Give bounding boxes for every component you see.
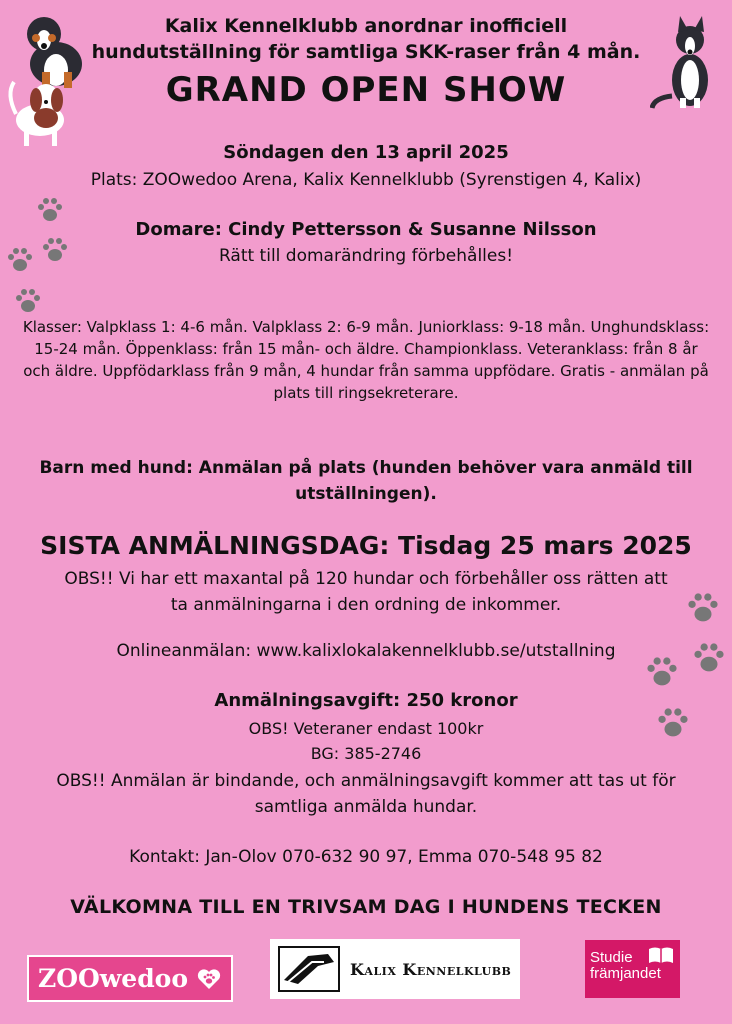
welcome-text: VÄLKOMNA TILL EN TRIVSAM DAG I HUNDENS TECKEN — [70, 896, 662, 918]
judges-heading: Domare: Cindy Pettersson & Susanne Nilsson — [135, 219, 597, 240]
bankgiro-number: BG: 385-2746 — [310, 744, 422, 763]
intro-text: Kalix Kennelklubb anordnar inofficiell hundutställning för samtliga SKK-raser från 4 mån. — [91, 15, 641, 63]
zoowedoo-logo — [27, 955, 233, 1002]
online-registration-link[interactable]: Onlineanmälan: www.kalixlokalakennelklubb.se/utstallning — [116, 641, 616, 661]
event-date: Söndagen den 13 april 2025 — [223, 142, 509, 163]
paw-print-icon — [14, 287, 42, 315]
dog-head-emblem-icon — [278, 946, 340, 992]
binding-registration-note: OBS!! Anmälan är bindande, och anmälningsavgift kommer att tas ut för samtliga anmälda hundar. — [56, 771, 676, 817]
max-dogs-note: OBS!! Vi har ett maxantal på 120 hundar och förbehåller oss rätten att ta anmälningarna i den ordning de inkommer. — [64, 569, 668, 615]
studie-logo-line2: främjandet — [590, 965, 661, 982]
kennelklubb-logo-text: Kalix Kennelklubb — [350, 959, 512, 979]
studie-logo-line1: Studie — [590, 949, 633, 966]
studiefraemjandet-logo — [585, 940, 680, 998]
kids-with-dog-text: Barn med hund: Anmälan på plats (hunden behöver vara anmäld till utställningen). — [39, 458, 693, 504]
contact-info: Kontakt: Jan-Olov 070-632 90 97, Emma 070-548 95 82 — [129, 847, 603, 867]
open-book-icon — [648, 946, 674, 964]
zoowedoo-logo-text: ZOOwedoo — [37, 964, 189, 993]
event-venue: Plats: ZOOwedoo Arena, Kalix Kennelklubb (Syrenstigen 4, Kalix) — [90, 170, 642, 190]
judges-note: Rätt till domarändring förbehålles! — [218, 246, 514, 266]
heart-paw-icon — [196, 967, 222, 991]
kalix-kennelklubb-logo — [270, 939, 520, 999]
registration-fee: Anmälningsavgift: 250 kronor — [214, 690, 518, 711]
veteran-fee-note: OBS! Veteraner endast 100kr — [248, 719, 484, 738]
event-headline: GRAND OPEN SHOW — [165, 70, 567, 110]
registration-deadline: SISTA ANMÄLNINGSDAG: Tisdag 25 mars 2025 — [40, 531, 692, 560]
classes-text: Klasser: Valpklass 1: 4-6 mån. Valpklass 2: 6-9 mån. Juniorklass: 9-18 mån. Unghundsklass: 15-24 mån. Öppenklass: från 15 mån- och äldre. Championklass. Veteranklass: från 8 år och äldre. Uppfödarklass från 9 mån, 4 hundar från samma uppfödare. Gratis - anmälan på plats till ringsekreterare. — [22, 318, 710, 402]
